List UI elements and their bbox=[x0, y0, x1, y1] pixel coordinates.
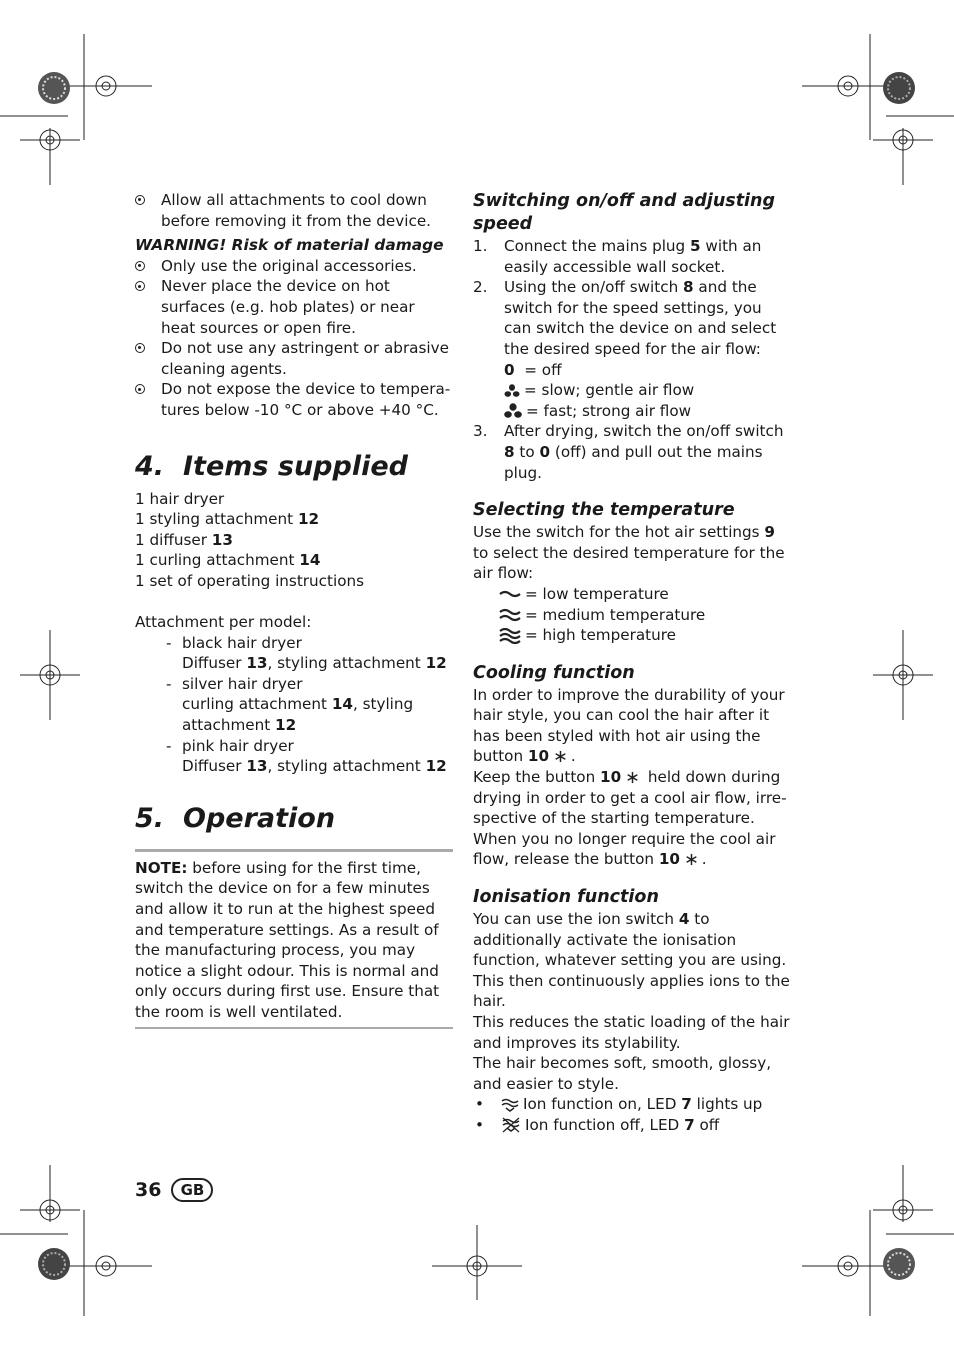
bullet-item: Do not use any astringent or abrasive cleaning agents. bbox=[135, 338, 453, 379]
step-item: 3. After drying, switch the on/off switch 8 to 0 (off) and pull out the mains plug. bbox=[473, 422, 784, 482]
heat-wave-icon bbox=[499, 587, 521, 601]
circle-dot-icon bbox=[135, 281, 145, 291]
temperature-item: = low temperature bbox=[473, 584, 791, 605]
model-detail: Diffuser 13, styling attachment 12 bbox=[182, 757, 447, 776]
note-box: NOTE: before using for the first time, switch the device on for a few minutes and allow it to run at the highest speed and temperature settings. As a result of the manufacturing process, you may notice a slight odour. This is normal and only occurs during first use. Ensure that the room is well ventilated. bbox=[135, 858, 440, 1021]
items-list bbox=[135, 489, 453, 592]
page-footer bbox=[135, 1178, 213, 1202]
step-item: 2. Using the on/off switch 8 and the switch for the speed settings, you can switch the device on and select the desired speed for the air flow: bbox=[473, 278, 777, 358]
list-item: 1 hair dryer bbox=[135, 489, 225, 508]
list-item: 1 styling attachment 12 bbox=[135, 510, 320, 529]
bullet-item: Never place the device on hot surfaces (e.g. hob plates) or near heat sources or open fire. bbox=[135, 276, 453, 338]
cooling-paragraph: When you no longer require the cool air flow, release the button 10 . bbox=[473, 829, 776, 869]
model-item: - pink hair dryer bbox=[166, 736, 294, 755]
speed-item: = fast; strong air flow bbox=[473, 401, 791, 422]
bullet-item: Allow all attachments to cool down before removing it from the device. bbox=[135, 190, 453, 231]
bullet-item: Do not expose the device to temperatures below -10 °C or above +40 °C. bbox=[135, 379, 453, 420]
note-bottom-rule bbox=[135, 1027, 453, 1029]
heat-wave-icon bbox=[499, 608, 521, 622]
temperature-intro: Use the switch for the hot air settings 9 to select the desired temperature for the air flow: bbox=[473, 523, 785, 583]
left-column bbox=[135, 190, 453, 1029]
temperature-heading: Selecting the temperature bbox=[473, 500, 735, 521]
list-item: 1 set of operating instructions bbox=[135, 571, 365, 590]
section-heading-operation: 5. Operation bbox=[135, 802, 336, 834]
speed-item: = slow; gentle air flow bbox=[473, 380, 791, 401]
ion-item: • Ion function on, LED 7 lights up bbox=[475, 1095, 763, 1114]
right-column bbox=[473, 190, 791, 1136]
circle-dot-icon bbox=[135, 195, 145, 205]
cooling-paragraph: In order to improve the durability of your hair style, you can cool the hair after it has been styled with hot air using the button 10 . bbox=[473, 685, 785, 766]
temperature-item: = medium temperature bbox=[473, 605, 791, 626]
step-item: 1. Connect the mains plug 5 with an easily accessible wall socket. bbox=[473, 237, 762, 276]
ionisation-paragraph: The hair becomes soft, smooth, glossy, and easier to style. bbox=[473, 1054, 772, 1093]
ion-icon bbox=[501, 1117, 521, 1133]
circle-dot-icon bbox=[135, 261, 145, 271]
ion-item: • Ion function off, LED 7 off bbox=[475, 1115, 720, 1134]
snowflake-icon bbox=[685, 853, 698, 866]
list-item: 1 curling attachment 14 bbox=[135, 551, 321, 570]
ion-icon bbox=[501, 1098, 519, 1112]
heat-wave-icon bbox=[499, 628, 521, 644]
language-badge: GB bbox=[171, 1178, 213, 1202]
warning-heading: WARNING! Risk of material damage bbox=[135, 236, 444, 255]
switch-heading: Switching on/off and adjusting speed bbox=[473, 191, 776, 234]
temperature-item: = high temperature bbox=[473, 625, 791, 646]
model-item: - black hair dryer bbox=[166, 633, 302, 652]
fan-icon bbox=[504, 384, 520, 398]
list-item: 1 diffuser 13 bbox=[135, 530, 233, 549]
cooling-heading: Cooling function bbox=[473, 662, 635, 683]
ionisation-heading: Ionisation function bbox=[473, 887, 659, 908]
bullet-item: Only use the original accessories. bbox=[135, 256, 453, 277]
attachment-heading: Attachment per model: bbox=[135, 613, 312, 632]
ionisation-paragraph: You can use the ion switch 4 to additionally activate the ionisation function, whatever setting you are using. This then continuously applies ions to the hair. bbox=[473, 910, 790, 1011]
speed-item: 0 = off bbox=[504, 360, 562, 379]
circle-dot-icon bbox=[135, 343, 145, 353]
model-detail: curling attachment 14, styling attachment 12 bbox=[182, 695, 414, 735]
page-number: 36 bbox=[135, 1179, 162, 1201]
snowflake-icon bbox=[554, 750, 567, 763]
fan-icon bbox=[504, 403, 522, 419]
snowflake-icon bbox=[626, 771, 639, 784]
model-detail: Diffuser 13, styling attachment 12 bbox=[182, 654, 447, 673]
model-item: - silver hair dryer bbox=[166, 674, 303, 693]
ionisation-paragraph: This reduces the static loading of the hair and improves its stylability. bbox=[473, 1013, 790, 1052]
circle-dot-icon bbox=[135, 384, 145, 394]
section-heading-items-supplied: 4. Items supplied bbox=[135, 450, 408, 482]
cooling-paragraph: Keep the button 10 held down during drying in order to get a cool air flow, irrespective of the starting temperature. bbox=[473, 768, 787, 828]
